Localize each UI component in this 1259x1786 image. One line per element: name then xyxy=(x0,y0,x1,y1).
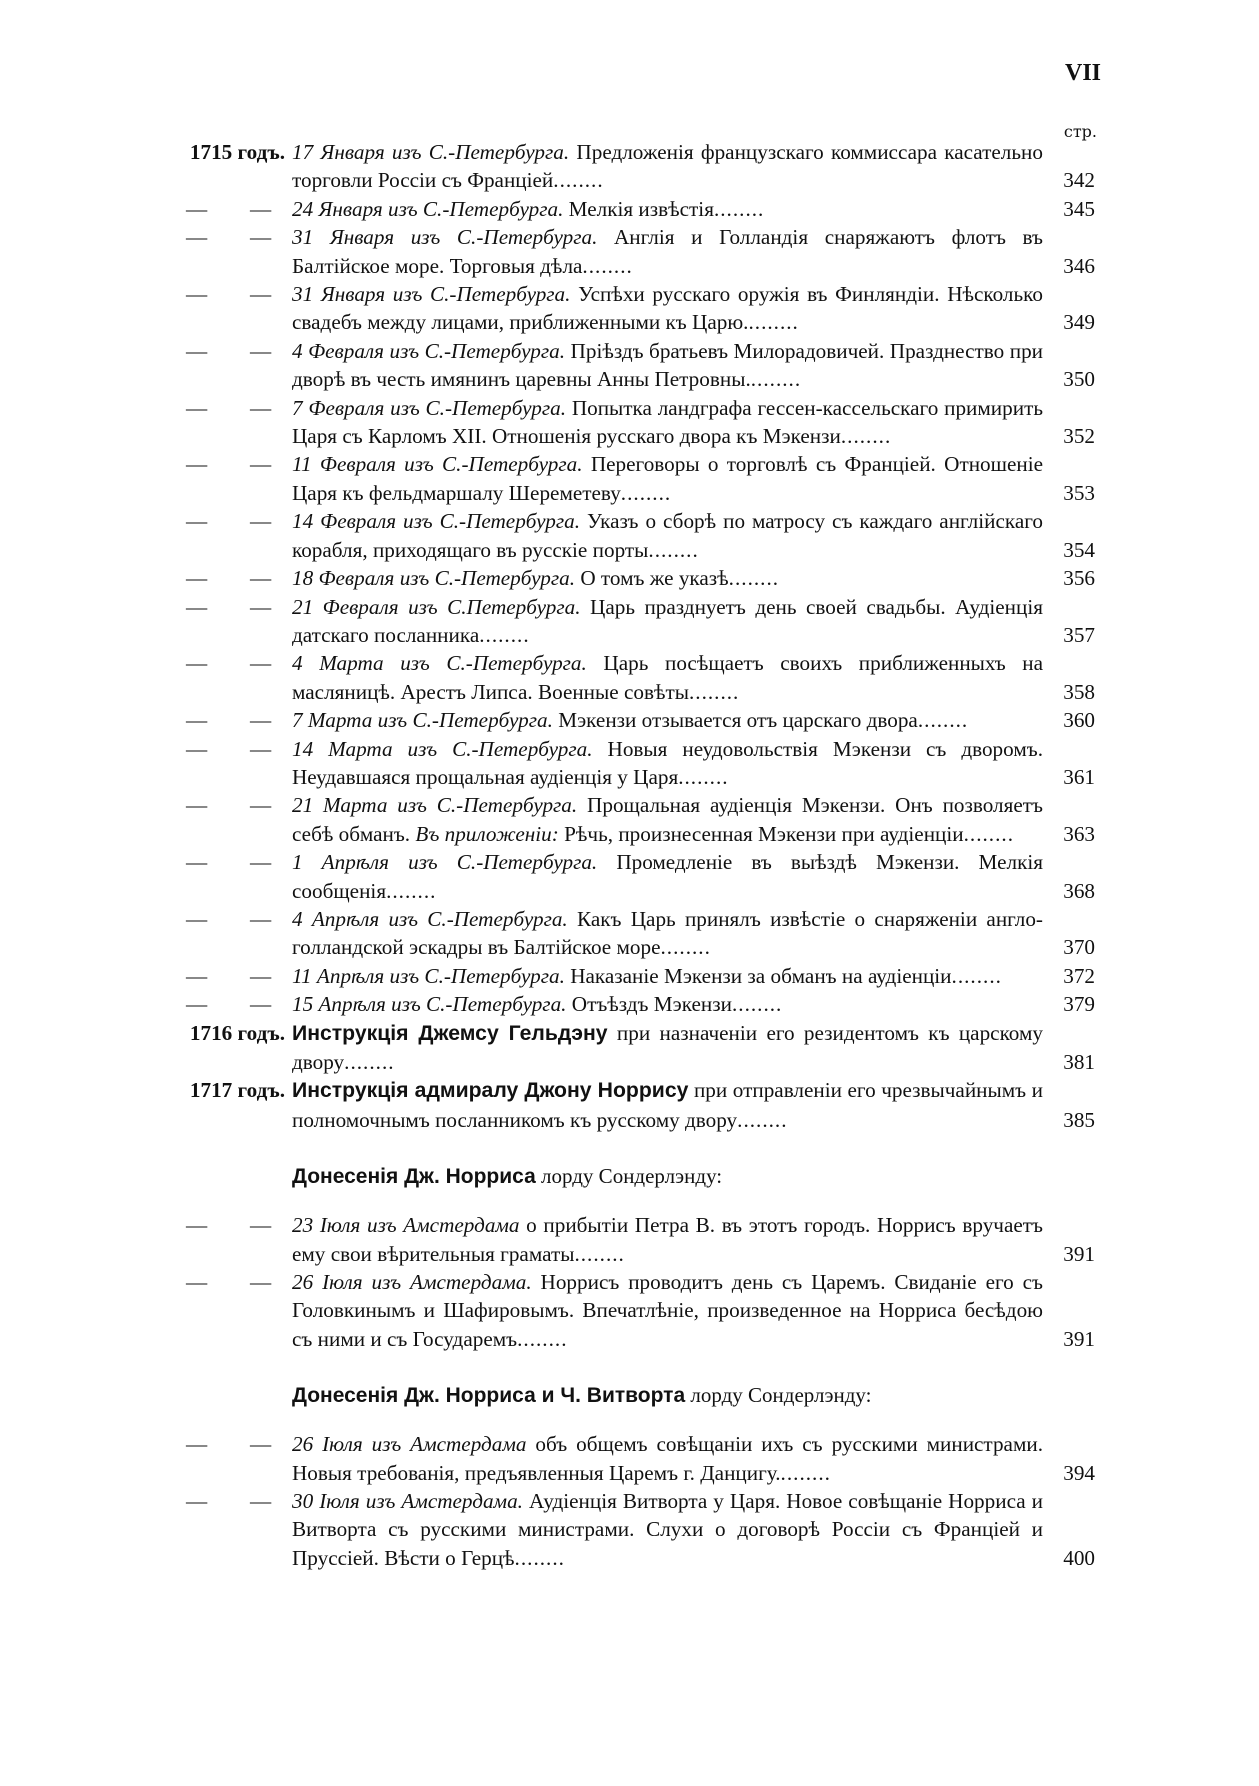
entry-page-number: 391 xyxy=(1063,1326,1095,1351)
entry-date: 15 Апрѣля изъ С.-Петербурга. xyxy=(292,992,567,1017)
entry-date: 23 Іюля изъ Амстердама xyxy=(292,1213,520,1238)
ditto-dash: — xyxy=(250,452,272,477)
ditto-dash: — xyxy=(186,793,208,818)
dot-leader: ........ xyxy=(688,679,740,704)
entry-description xyxy=(292,223,1043,280)
toc-entry xyxy=(140,791,1095,848)
toc-entry xyxy=(140,1076,1095,1134)
toc-entry xyxy=(140,337,1095,394)
ditto-dash: — xyxy=(186,736,208,761)
entry-date: 21 Февраля изъ С.Петербурга. xyxy=(292,594,581,619)
toc-entry xyxy=(140,1019,1095,1077)
entry-page-number: 372 xyxy=(1063,963,1095,988)
entry-description xyxy=(292,1076,1043,1134)
ditto-dash: — xyxy=(250,282,272,307)
ditto-dash: — xyxy=(250,906,272,931)
entry-description xyxy=(292,962,1043,990)
entry-page-number: 353 xyxy=(1063,480,1095,505)
toc-entry xyxy=(140,1487,1095,1572)
entry-appendix-label: Въ приложеніи: xyxy=(415,821,559,846)
entry-text: Наказаніе Мэкензи за обманъ на аудіенціи xyxy=(564,963,952,988)
entry-text: Указъ о сборѣ по матросу съ каждаго англійскаго корабля, приходящаго въ русскіе порты xyxy=(292,509,1044,562)
entry-page-number: 357 xyxy=(1063,622,1095,647)
toc-entry xyxy=(140,962,1095,990)
entry-page-number: 381 xyxy=(1063,1050,1095,1074)
entry-page-number: 358 xyxy=(1063,679,1095,704)
ditto-dash: — xyxy=(186,594,208,619)
entry-text: объ общемъ совѣщаніи ихъ съ русскими министрами. Новыя требованія, предъявленныя Царемъ г. Данцигу. xyxy=(292,1432,1043,1485)
entries-norris-whitworth xyxy=(140,1430,1095,1572)
ditto-dash: — xyxy=(250,651,272,676)
entry-date: 14 Марта изъ С.-Петербурга. xyxy=(292,736,593,761)
dot-leader: ........ xyxy=(737,1107,788,1132)
entry-text: Царь празднуетъ день своей свадьбы. Аудіенція датскаго посланника xyxy=(292,594,1043,647)
dot-leader: ........ xyxy=(553,168,604,193)
ditto-dash: — xyxy=(186,196,208,221)
entry-description xyxy=(292,337,1043,394)
entry-description xyxy=(292,1268,1043,1353)
entry-description xyxy=(292,1019,1043,1077)
entry-description xyxy=(292,394,1043,451)
dot-leader: ........ xyxy=(479,622,530,647)
entry-year: 1716 годъ. xyxy=(189,1020,285,1045)
entry-description xyxy=(292,1211,1043,1268)
entry-page-number: 394 xyxy=(1063,1460,1095,1485)
entry-page-number: 400 xyxy=(1063,1545,1095,1570)
entry-date: 11 Апрѣля изъ С.-Петербурга. xyxy=(292,963,565,988)
ditto-dash: — xyxy=(186,282,208,307)
entry-description xyxy=(292,280,1043,337)
dot-leader: ........ xyxy=(780,1460,831,1485)
toc-entry xyxy=(140,280,1095,337)
ditto-dash: — xyxy=(250,1213,272,1238)
entry-heading: Инструкція адмиралу Джону Норрису xyxy=(292,1079,689,1103)
dot-leader: ........ xyxy=(574,1241,625,1266)
entry-date: 26 Іюля изъ Амстердама xyxy=(292,1432,527,1457)
entry-description xyxy=(292,1430,1043,1487)
entry-page-number: 352 xyxy=(1063,424,1095,449)
entry-date: 7 Марта изъ С.-Петербурга. xyxy=(292,708,553,733)
ditto-dash: — xyxy=(186,992,208,1017)
page-column-label: стр. xyxy=(1063,122,1097,141)
dot-leader: ........ xyxy=(917,708,969,733)
entry-text: о прибытіи Петра В. въ этотъ городъ. Норрисъ вручаетъ ему свои вѣрительныя граматы xyxy=(292,1213,1043,1266)
entry-date: 31 Января изъ С.-Петербурга. xyxy=(292,282,571,307)
entry-text: Промедленіе въ выѣздѣ Мэкензи. Мелкія сообщенія xyxy=(292,850,1044,903)
entry-description xyxy=(292,649,1043,706)
dot-leader: ........ xyxy=(678,764,729,789)
entry-description xyxy=(292,195,1043,223)
entry-text: Рѣчь, произнесенная Мэкензи при аудіенціи xyxy=(558,821,964,846)
entry-page-number: 356 xyxy=(1063,566,1095,591)
dot-leader: ........ xyxy=(582,253,633,278)
entry-description xyxy=(292,138,1043,195)
dot-leader: ........ xyxy=(517,1326,568,1351)
toc-entry xyxy=(140,1430,1095,1487)
ditto-dash: — xyxy=(250,225,272,250)
ditto-dash: — xyxy=(250,1489,272,1514)
entry-text: при отправленіи его чрезвычайнымъ и полномочнымъ посланникомъ къ русскому двору xyxy=(292,1078,1043,1132)
entry-page-number: 342 xyxy=(1063,168,1095,193)
ditto-dash: — xyxy=(186,338,208,363)
entry-text: О томъ же указѣ xyxy=(575,566,729,591)
toc-entry xyxy=(140,1268,1095,1353)
ditto-dash: — xyxy=(250,736,272,761)
toc-entry xyxy=(140,507,1095,564)
entries-1715-1717 xyxy=(140,138,1095,1134)
toc-entry xyxy=(140,195,1095,223)
entry-date: 4 Марта изъ С.-Петербурга. xyxy=(292,651,587,676)
dot-leader: ........ xyxy=(750,367,802,392)
entry-date: 26 Іюля изъ Амстердама. xyxy=(292,1270,532,1295)
ditto-dash: — xyxy=(186,963,208,988)
entry-date: 17 Января изъ С.-Петербурга. xyxy=(292,140,570,164)
ditto-dash: — xyxy=(250,594,272,619)
entry-description xyxy=(292,507,1043,564)
dot-leader: ........ xyxy=(951,963,1002,988)
toc-entry xyxy=(140,450,1095,507)
ditto-dash: — xyxy=(250,708,272,733)
ditto-dash: — xyxy=(250,509,272,534)
ditto-dash: — xyxy=(250,566,272,591)
ditto-dash: — xyxy=(186,850,208,875)
entry-description xyxy=(292,1487,1043,1572)
dot-leader: ........ xyxy=(660,935,711,960)
entry-page-number: 346 xyxy=(1063,253,1095,278)
entry-page-number: 385 xyxy=(1063,1107,1095,1132)
entry-text: Пріѣздъ братьевъ Милорадовичей. Празднество при дворѣ въ честь имянинъ царевны Анны Петровны. xyxy=(292,338,1043,392)
entry-date: 11 Февраля изъ С.-Петербурга. xyxy=(292,452,583,477)
entry-page-number: 368 xyxy=(1063,878,1095,903)
entry-page-number: 354 xyxy=(1063,537,1095,562)
entry-page-number: 349 xyxy=(1063,310,1095,335)
entry-date: 4 Февраля изъ С.-Петербурга. xyxy=(292,338,566,363)
ditto-dash: — xyxy=(250,338,272,363)
toc-entry xyxy=(140,1211,1095,1268)
dot-leader: ........ xyxy=(748,310,799,335)
ditto-dash: — xyxy=(186,1489,208,1514)
ditto-dash: — xyxy=(250,963,272,988)
ditto-dash: — xyxy=(250,793,272,818)
entry-description xyxy=(292,905,1043,962)
entry-text: Прощальная аудіенція Мэкензи. Онъ позволяетъ себѣ обманъ. xyxy=(292,793,1043,846)
entry-description xyxy=(292,593,1043,650)
entry-description xyxy=(292,791,1043,848)
ditto-dash: — xyxy=(186,708,208,733)
entry-text: Отъѣздъ Мэкензи xyxy=(566,992,732,1017)
entry-date: 24 Января изъ С.-Петербурга. xyxy=(292,196,564,221)
ditto-dash: — xyxy=(186,651,208,676)
ditto-dash: — xyxy=(250,1432,272,1457)
entry-text: Новыя неудовольствія Мэкензи съ дворомъ. Неудавшаяся прощальная аудіенція у Царя xyxy=(292,736,1044,789)
dot-leader: ........ xyxy=(514,1545,565,1570)
entry-date: 4 Апрѣля изъ С.-Петербурга. xyxy=(292,906,568,931)
dot-leader: ........ xyxy=(840,424,892,449)
entry-text: Успѣхи русскаго оружія въ Финляндіи. Нѣсколько свадебъ между лицами, приближенными къ Царю. xyxy=(292,282,1043,335)
toc-entry xyxy=(140,990,1095,1018)
entry-year: 1717 годъ. xyxy=(189,1078,285,1103)
ditto-dash: — xyxy=(186,225,208,250)
entry-text: Царь посѣщаетъ своихъ приближенныхъ на масляницѣ. Арестъ Липса. Военные совѣты xyxy=(292,651,1043,704)
dot-leader: ........ xyxy=(728,566,780,591)
entry-text: Мэкензи отзывается отъ царскаго двора xyxy=(552,708,918,733)
entry-page-number: 379 xyxy=(1063,992,1095,1017)
ditto-dash: — xyxy=(250,850,272,875)
ditto-dash: — xyxy=(186,509,208,534)
entry-date: 1 Апрѣля изъ С.-Петербурга. xyxy=(292,850,598,875)
ditto-dash: — xyxy=(186,395,208,420)
ditto-dash: — xyxy=(186,1213,208,1238)
entry-page-number: 363 xyxy=(1063,821,1095,846)
ditto-dash: — xyxy=(186,1432,208,1457)
entry-description xyxy=(292,848,1043,905)
dot-leader: ........ xyxy=(344,1050,395,1074)
ditto-dash: — xyxy=(186,452,208,477)
toc-entry xyxy=(140,593,1095,650)
entry-text: Мелкія извѣстія xyxy=(563,196,714,221)
entry-page-number: 350 xyxy=(1063,367,1095,392)
toc-entry xyxy=(140,138,1095,195)
entry-text: Норрисъ проводитъ день съ Царемъ. Свиданіе его съ Головкинымъ и Шафировымъ. Впечатлѣніе, произведенное на Норриса бесѣдою съ ними и съ Государемъ xyxy=(292,1270,1043,1351)
toc-entry xyxy=(140,394,1095,451)
ditto-dash: — xyxy=(250,1270,272,1295)
entry-heading: Инструкція Джемсу Гельдэну xyxy=(292,1021,608,1045)
entry-page-number: 391 xyxy=(1063,1241,1095,1266)
table-of-contents xyxy=(140,138,1095,1572)
entry-page-number: 361 xyxy=(1063,764,1095,789)
entry-date: 30 Іюля изъ Амстердама. xyxy=(292,1489,523,1514)
entry-description xyxy=(292,706,1043,734)
dot-leader: ........ xyxy=(386,878,437,903)
entry-year: 1715 годъ. xyxy=(189,140,285,164)
toc-entry xyxy=(140,735,1095,792)
section-heading-norris-whitworth: Донесенія Дж. Норриса и Ч. Витворта лорду Сондерлэнду: xyxy=(292,1383,872,1408)
section-heading-norris: Донесенія Дж. Норриса лорду Сондерлэнду: xyxy=(292,1164,723,1189)
entry-date: 21 Марта изъ С.-Петербурга. xyxy=(292,793,578,818)
entry-text: Какъ Царь принялъ извѣстіе о снаряженіи англо-голландской эскадры въ Балтійское море xyxy=(292,906,1043,960)
ditto-dash: — xyxy=(186,566,208,591)
entry-text: Предложенія французскаго коммиссара касательно торговли Россіи съ Франціей xyxy=(292,140,1043,193)
entry-date: 7 Февраля изъ С.-Петербурга. xyxy=(292,395,566,420)
entry-date: 31 Января изъ С.-Петербурга. xyxy=(292,225,598,250)
entry-text: Попытка ландграфа гессен-кассельскаго примирить Царя съ Карломъ XII. Отношенія русскаго двора къ Мэкензи xyxy=(292,395,1043,449)
entry-text: Аудіенція Витворта у Царя. Новое совѣщаніе Норриса и Витворта съ русскими министрами. Слухи о договорѣ Россіи съ Франціей и Пруссіей. Вѣсти о Герцѣ xyxy=(292,1489,1043,1570)
entry-description xyxy=(292,450,1043,507)
toc-entry xyxy=(140,706,1095,734)
entry-text: при назначеніи его резидентомъ къ царскому двору xyxy=(292,1020,1043,1074)
toc-entry xyxy=(140,649,1095,706)
entry-text: Англія и Голландія снаряжаютъ флотъ въ Балтійское море. Торговыя дѣла xyxy=(292,225,1043,278)
entry-date: 18 Февраля изъ С.-Петербурга. xyxy=(292,566,576,591)
entry-page-number: 370 xyxy=(1063,935,1095,960)
toc-entry xyxy=(140,223,1095,280)
page-number: VII xyxy=(1064,60,1101,86)
entry-page-number: 360 xyxy=(1063,708,1095,733)
toc-entry xyxy=(140,564,1095,592)
entry-text: Переговоры о торговлѣ съ Франціей. Отношеніе Царя къ фельдмаршалу Шереметеву xyxy=(292,452,1043,505)
ditto-dash: — xyxy=(250,395,272,420)
ditto-dash: — xyxy=(186,906,208,931)
entry-description xyxy=(292,735,1043,792)
dot-leader: ........ xyxy=(648,537,699,562)
ditto-dash: — xyxy=(186,1270,208,1295)
entry-description xyxy=(292,564,1043,592)
entry-page-number: 345 xyxy=(1063,196,1095,221)
entry-description xyxy=(292,990,1043,1018)
toc-entry xyxy=(140,848,1095,905)
dot-leader: ........ xyxy=(731,992,783,1017)
entry-date: 14 Февраля изъ С.-Петербурга. xyxy=(292,509,581,534)
entries-norris xyxy=(140,1211,1095,1353)
dot-leader: ........ xyxy=(713,196,765,221)
dot-leader: ........ xyxy=(620,480,672,505)
ditto-dash: — xyxy=(250,992,272,1017)
dot-leader: ........ xyxy=(963,821,1014,846)
ditto-dash: — xyxy=(250,196,272,221)
toc-entry xyxy=(140,905,1095,962)
